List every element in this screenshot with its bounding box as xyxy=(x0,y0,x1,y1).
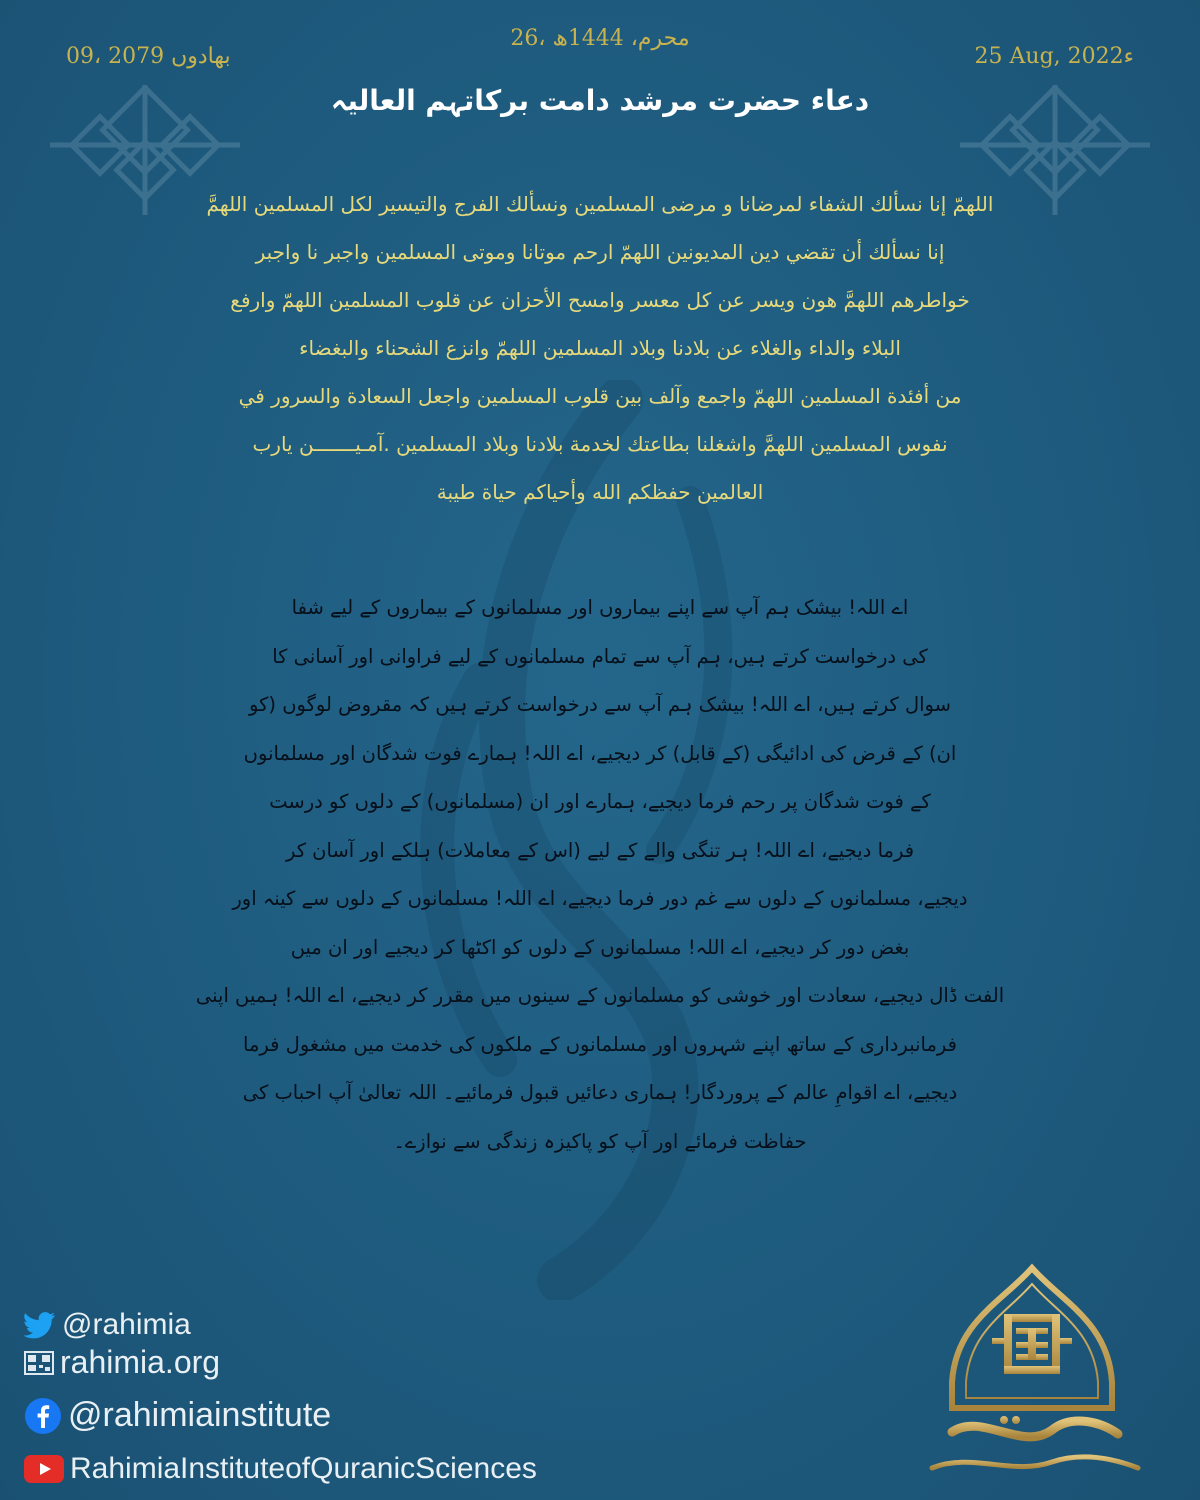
urdu-line: کی درخواست کرتے ہیں، ہم آپ سے تمام مسلمانوں کے لیے فراوانی اور آسانی کا xyxy=(272,644,928,668)
youtube-play-icon xyxy=(24,1455,64,1483)
urdu-line: حفاظت فرمائے اور آپ کو پاکیزہ زندگی سے نوازے۔ xyxy=(393,1129,807,1153)
web-qr-icon xyxy=(24,1351,54,1375)
twitter-link[interactable] xyxy=(24,1308,191,1342)
twitter-bird-icon xyxy=(24,1311,56,1339)
website-link[interactable] xyxy=(24,1344,220,1381)
rahimia-institute-logo xyxy=(912,1262,1152,1488)
arabic-line: العالمين حفظكم الله وأحياكم حياة طيبة xyxy=(436,480,764,504)
hijri-date: 26، محرم، 1444ھ xyxy=(510,26,690,51)
urdu-line: دیجیے، اے اقوامِ عالم کے پروردگار! ہماری دعائیں قبول فرمائیے۔ اللہ تعالیٰ آپ احباب کی xyxy=(242,1081,958,1104)
arabic-line: اللهمّ إنا نسألك الشفاء لمرضانا و مرضى المسلمين ونسألك الفرج والتيسير لكل المسلمين اللهمَّ xyxy=(206,192,994,216)
urdu-line: کے فوت شدگان پر رحم فرما دیجیے، ہمارے اور ان (مسلمانوں) کے دلوں کو درست xyxy=(269,790,931,813)
arabic-line: البلاء والداء والغلاء عن بلادنا وبلاد المسلمين اللهمّ وانزع الشحناء والبغضاء xyxy=(299,336,901,360)
urdu-line: بغض دور کر دیجیے، اے اللہ! مسلمانوں کے دلوں کو اکٹھا کر دیجیے اور ان میں xyxy=(290,935,910,959)
youtube-channel: RahimiaInstituteofQuranicSciences xyxy=(70,1452,537,1485)
urdu-line: فرما دیجیے، اے اللہ! ہر تنگی والے کے لیے (اس کے معاملات) ہلکے اور آسان کر xyxy=(285,838,915,862)
arabic-line: خواطرهم اللهمَّ هون ويسر عن كل معسر وامسح الأحزان عن قلوب المسلمين اللهمّ وارفع xyxy=(230,288,970,312)
urdu-line: الفت ڈال دیجیے، سعادت اور خوشی کو مسلمانوں کے سینوں میں مقرر کر دیجیے، اے اللہ! ہمیں اپنی xyxy=(195,984,1005,1007)
urdu-translation xyxy=(160,584,1040,1166)
urdu-line: ان) کے قرض کی ادائیگی (کے قابل) کر دیجیے، اے اللہ! ہمارے فوت شدگان اور مسلمانوں xyxy=(243,741,957,765)
arabic-line: من أفئدة المسلمين اللهمّ واجمع وآلف بين قلوب المسلمين واجعل السعادة والسرور في xyxy=(238,384,962,408)
arabic-line: إنا نسألك أن تقضي دين المديونين اللهمّ ارحم موتانا وموتى المسلمين واجبر نا واجبر xyxy=(255,240,945,264)
facebook-f-icon xyxy=(24,1397,62,1435)
urdu-line: دیجیے، مسلمانوں کے دلوں سے غم دور فرما دیجیے، اے اللہ! مسلمانوں کے دلوں سے کینہ اور xyxy=(232,887,968,910)
website-url: rahimia.org xyxy=(60,1344,221,1380)
youtube-link[interactable] xyxy=(24,1452,537,1486)
facebook-link[interactable] xyxy=(24,1396,331,1435)
facebook-handle: @rahimiainstitute xyxy=(68,1396,332,1434)
arabic-dua xyxy=(120,180,1080,516)
twitter-handle: @rahimia xyxy=(62,1308,191,1341)
page-title: دعاء حضرت مرشد دامت برکاتہم العالیہ xyxy=(330,84,870,117)
arabic-line: نفوس المسلمين اللهمَّ واشغلنا بطاعتك لخدمة بلادنا وبلاد المسلمين .آمـيـــــــن يارب xyxy=(252,432,948,456)
urdu-line: فرمانبرداری کے ساتھ اپنے شہروں اور مسلمانوں کے ملکوں کی خدمت میں مشغول فرما xyxy=(243,1032,957,1056)
gregorian-date: 25 Aug, 2022ء xyxy=(974,44,1134,69)
urdu-line: اے اللہ! بیشک ہم آپ سے اپنے بیماروں اور مسلمانوں کے بیماروں کے لیے شفا xyxy=(291,596,909,619)
bikrami-date: 09، بھادوں 2079 xyxy=(66,44,231,69)
urdu-line: سوال کرتے ہیں، اے اللہ! بیشک ہم آپ سے درخواست کرتے ہیں کہ مقروض لوگوں (کو xyxy=(249,693,951,716)
